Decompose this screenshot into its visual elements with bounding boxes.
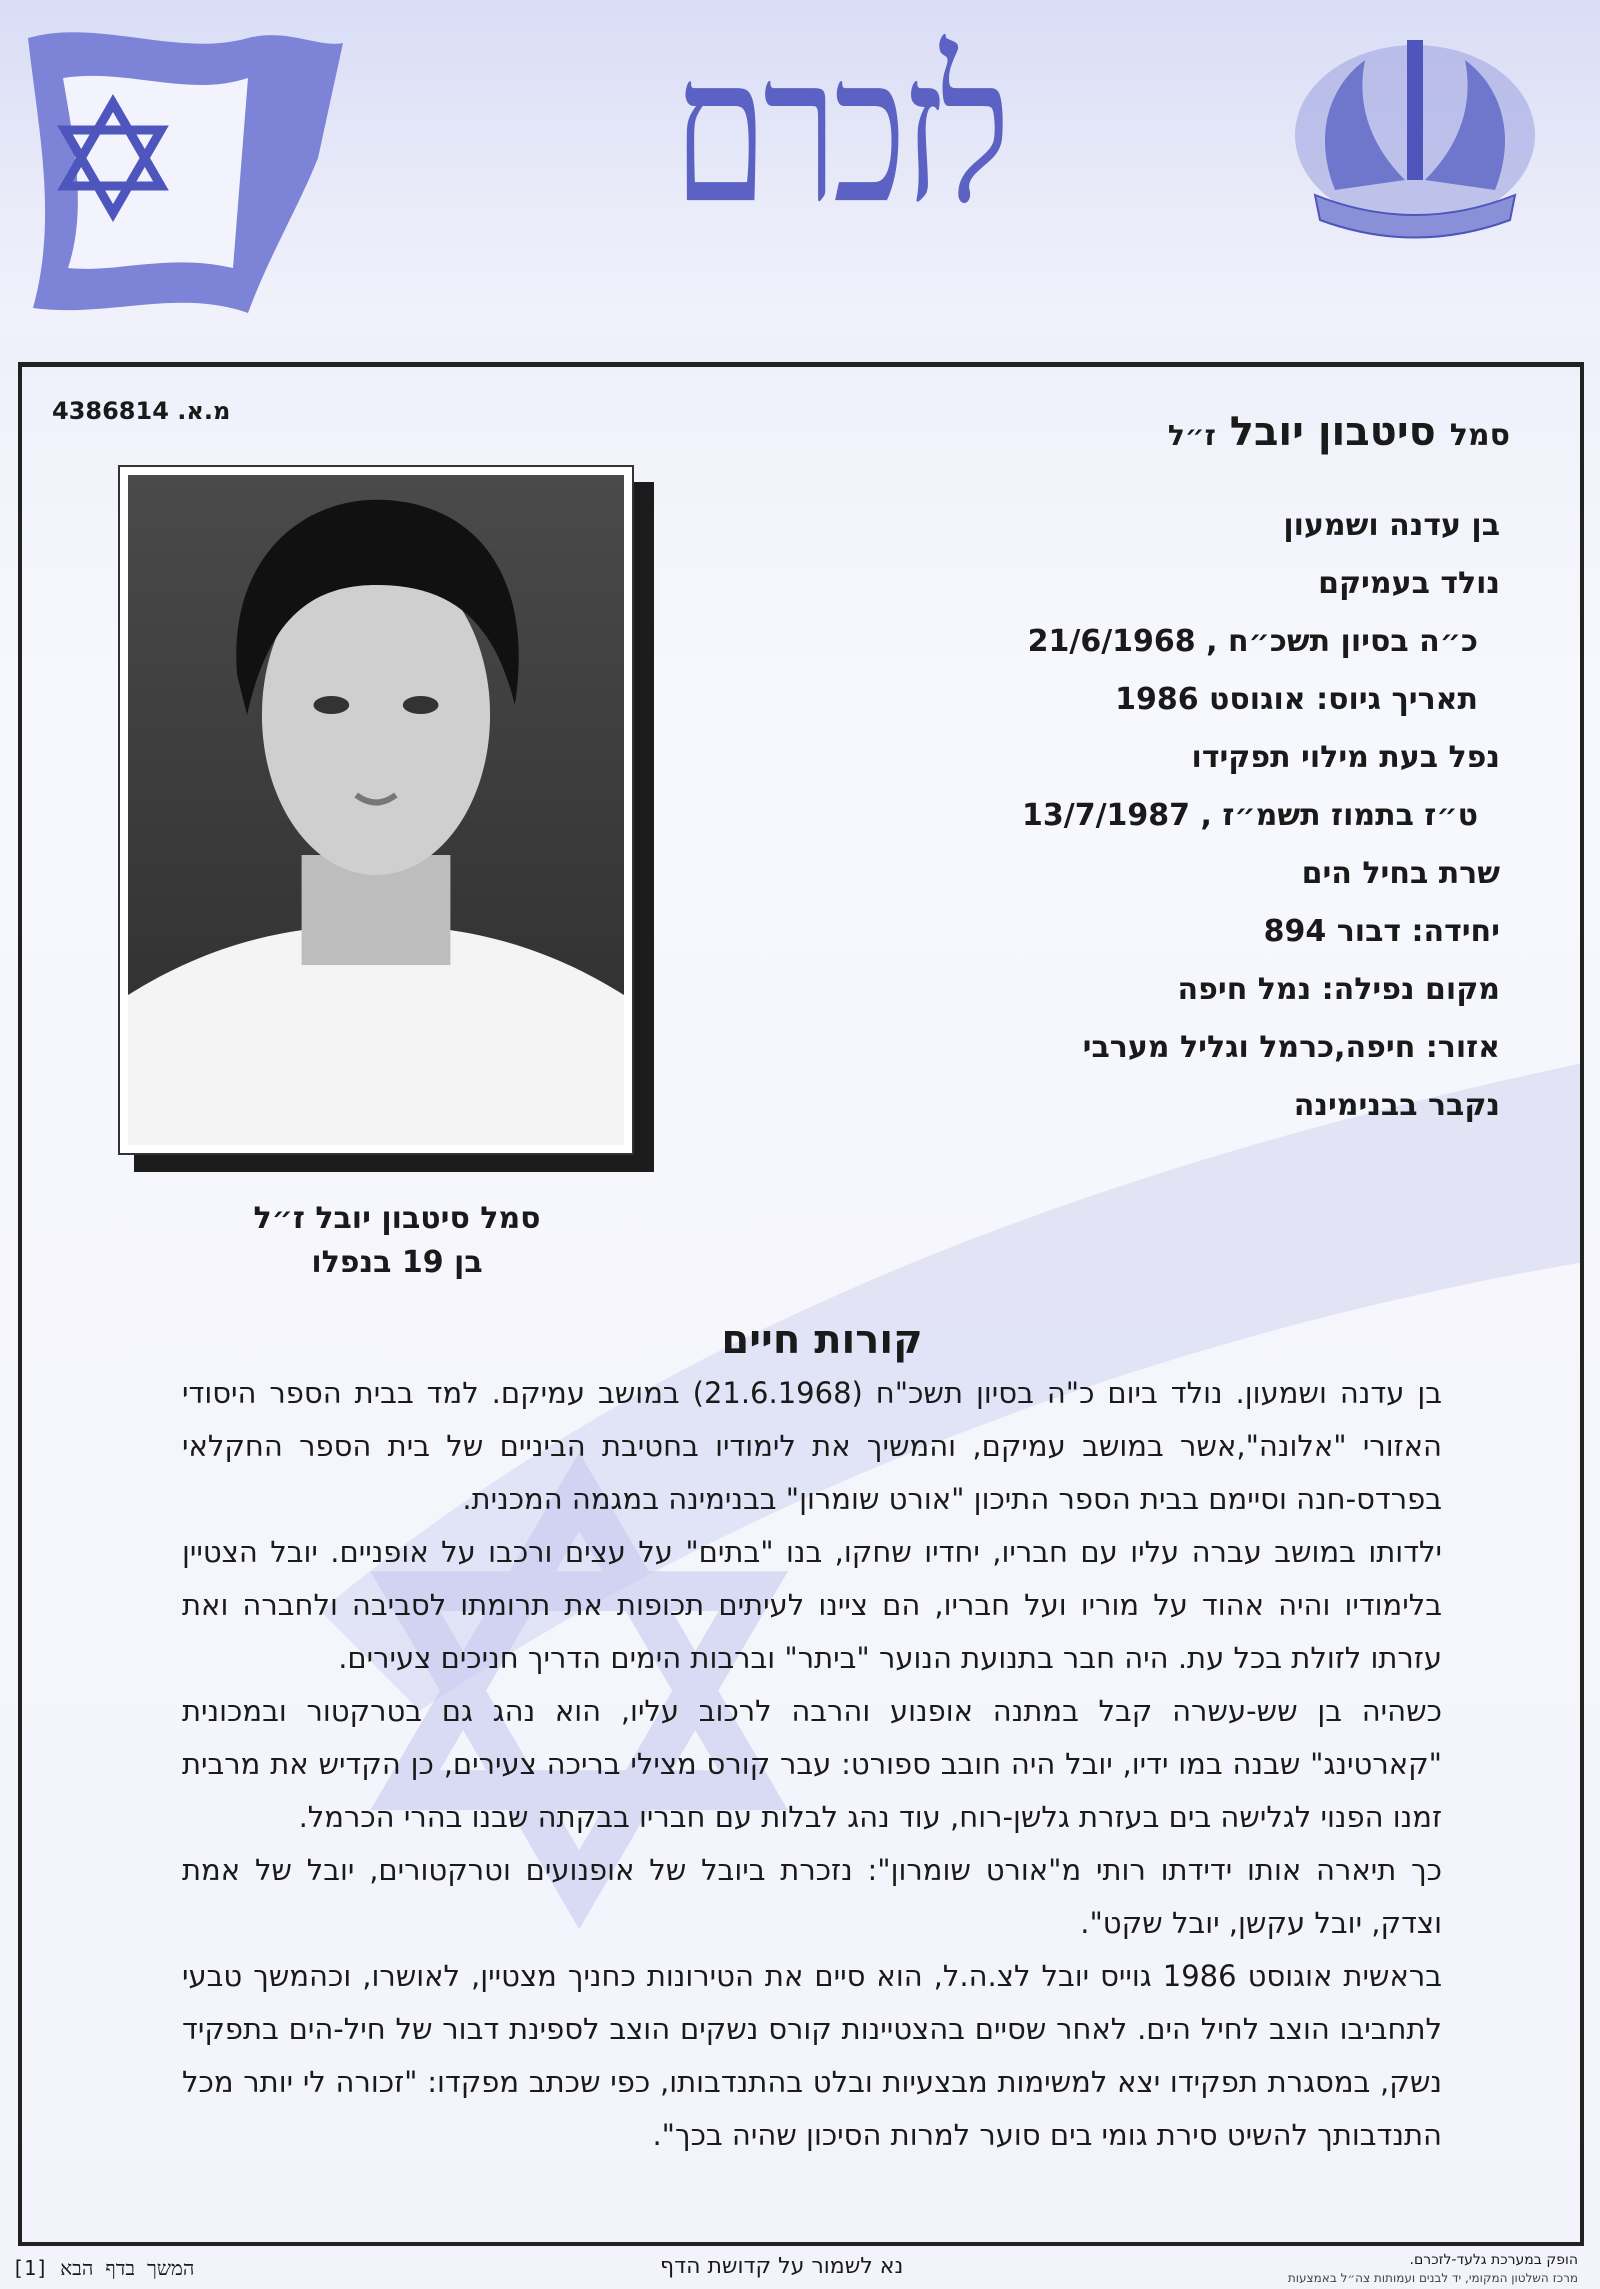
- portrait-image-icon: [128, 475, 624, 1145]
- photo-caption: [142, 1197, 652, 1285]
- info-line: כ״ה בסיון תשכ״ח , 21/6/1968: [1027, 624, 1478, 659]
- continued-next-page: המשך בדף הבא [1]: [12, 2256, 195, 2280]
- biography-heading: קורות חיים: [721, 1317, 923, 1363]
- memorial-card: [18, 362, 1584, 2246]
- info-line: אזור: חיפה,כרמל וגליל מערבי: [1082, 1030, 1500, 1065]
- credit-line: מרכז השלטון המקומי, יד לבנים ועמותות צה״ל באמצעות: [1287, 2271, 1578, 2285]
- info-line: יחידה: דבור 894: [1263, 914, 1500, 949]
- info-line: נפל בעת מילוי תפקידו: [1191, 740, 1500, 775]
- info-line: מקום נפילה: נמל חיפה: [1177, 972, 1500, 1007]
- bio-paragraph: כך תיארה אותו ידידתו רותי מ"אורט שומרון": נזכרת ביובל של אופנועים וטרקטורים, יובל של אמת וצדק, יובל עקשן, יובל שקט".: [182, 1853, 1442, 1940]
- rank: סמל: [1449, 418, 1510, 453]
- sanctity-notice: נא לשמור על קדושת הדף: [660, 2254, 904, 2279]
- info-line: נקבר בבנימינה: [1293, 1088, 1500, 1123]
- soldier-photo: [118, 465, 634, 1155]
- bio-paragraph: בן עדנה ושמעון. נולד ביום כ"ה בסיון תשכ"ח (21.6.1968) במושב עמיקם. למד בבית הספר היסודי האזורי "אלונה",אשר במושב עמיקם, והמשיך את לימודיו בחטיבת הביניים של בית הספר החקלאי בפרדס-חנה וסיימם בבית הספר התיכון "אורט שומרון" בבנימינה במגמה המכנית.: [182, 1376, 1442, 1516]
- biography-text: [182, 1367, 1442, 2162]
- production-credit: [1288, 2251, 1578, 2287]
- bio-paragraph: בראשית אוגוסט 1986 גוייס יובל לצ.ה.ל, הוא סיים את הטירונות כחניך מצטיין, לאושרו, וכהמשך טבעי לתחביבו הוצב לחיל הים. לאחר שסיים בהצטיינות קורס נשקים הוצב לספינת דבור של חיל-הים בתפקיד נשק, במסגרת תפקידו יצא למשימות מבצעיות ובלט בהתנדבותו, כפי שכתב מפקדו: "זכורה לי יותר מכל התנדבותך להשיט סירת גומי בים סוער למרות הסיכון שהיה בכך".: [182, 1959, 1442, 2152]
- bio-paragraph: כשהיה בן שש-עשרה קבל במתנה אופנוע והרבה לרכוב עליו, הוא נהג גם בטרקטור ובמכונית "קארטינג" שבנה במו ידיו, יובל היה חובב ספורט: עבר קורס מצילי בריכה צעירים, כן הקדיש את מרבית זמנו הפנוי לגלישה בים בעזרת גלשן-רוח, עוד נהג לבלות עם חבריו בבקתה שבנו בהרי הכרמל.: [182, 1694, 1442, 1834]
- honorific: ז״ל: [1167, 419, 1216, 452]
- info-line: שרת בחיל הים: [1301, 856, 1500, 891]
- memorial-header: [0, 0, 1600, 335]
- info-line: תאריך גיוס: אוגוסט 1986: [1115, 682, 1478, 717]
- page-title: לזכרם: [673, 13, 1007, 249]
- bio-paragraph: ילדותו במושב עברה עליו עם חבריו, יחדיו שחקו, בנו "בתים" על עצים ורכבו על אופניים. יובל הצטיין בלימודיו והיה אהוד על מוריו ועל חבריו, הם ציינו לעיתים תכופות את תרומתו לסביבה ולחברה ואת עזרתו לזולת בכל עת. היה חבר בתנועת הנוער "ביתר" וברבות הימים הדריך חניכים צעירים.: [182, 1535, 1442, 1675]
- israel-flag-icon: [18, 18, 348, 318]
- info-line: נולד בעמיקם: [1318, 566, 1500, 601]
- info-line: ט״ז בתמוז תשמ״ז , 13/7/1987: [1022, 798, 1478, 833]
- info-line: בן עדנה ושמעון: [1283, 508, 1500, 543]
- info-list: [1022, 497, 1500, 1135]
- navy-emblem-icon: [1275, 20, 1555, 250]
- produced-by: הופק במערכת גלעד-לזכרם.: [1409, 2252, 1578, 2268]
- caption-age: בן 19 בנפלו: [311, 1245, 483, 1280]
- soldier-name-heading: [1168, 409, 1510, 455]
- personal-number: מ.א. 4386814: [52, 397, 231, 425]
- soldier-name: סיטבון יובל: [1229, 409, 1436, 455]
- caption-name: סמל סיטבון יובל ז״ל: [253, 1201, 541, 1236]
